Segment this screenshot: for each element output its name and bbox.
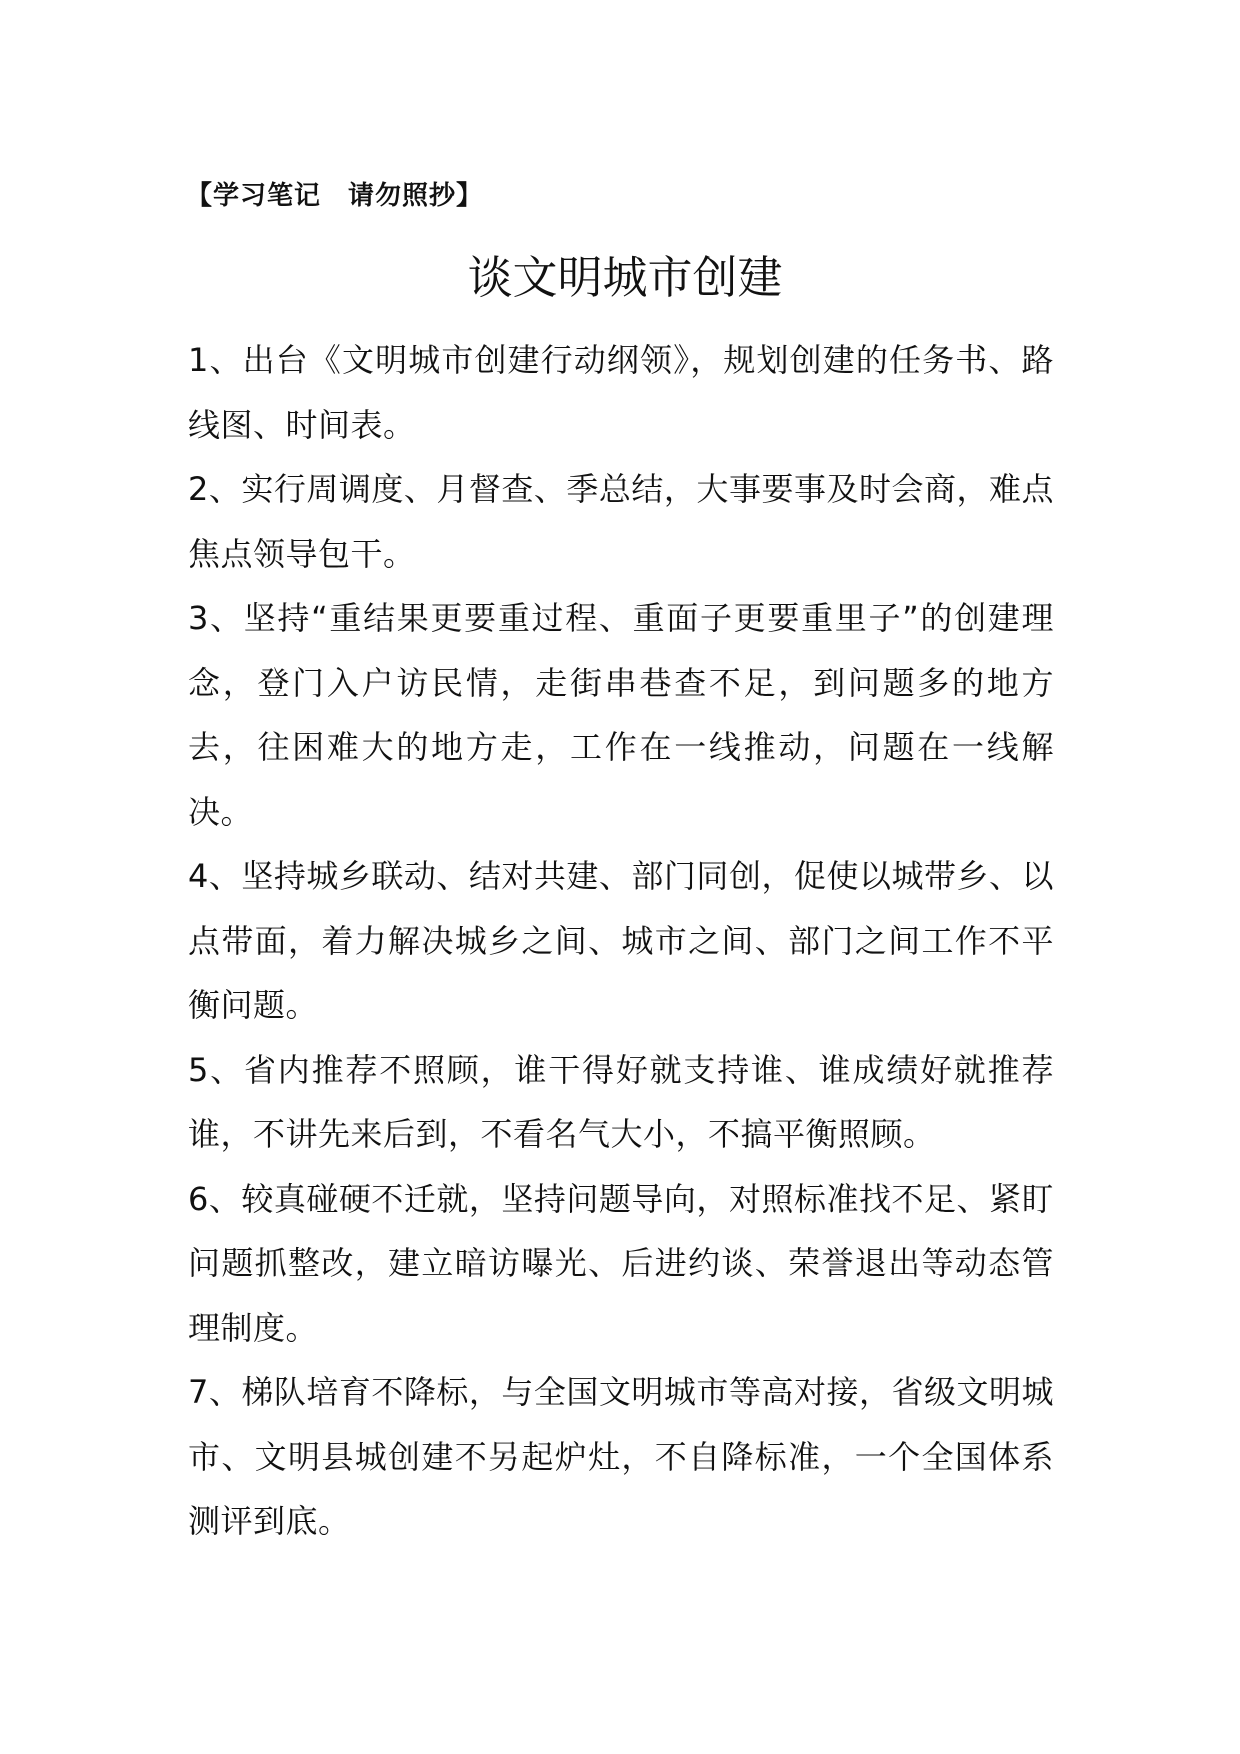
list-item: 3、坚持“重结果更要重过程、重面子更要重里子”的创建理念，登门入户访民情，走街串巷查不足，到问题多的地方去，往困难大的地方走，工作在一线推动，问题在一线解决。: [188, 599, 1054, 831]
item-list: [188, 328, 1054, 1554]
list-item: 1、出台《文明城市创建行动纲领》，规划创建的任务书、路线图、时间表。: [188, 341, 1054, 444]
list-item: 2、实行周调度、月督查、季总结，大事要事及时会商，难点焦点领导包干。: [188, 470, 1054, 573]
list-item: 7、梯队培育不降标，与全国文明城市等高对接，省级文明城市、文明县城创建不另起炉灶，不自降标准，一个全国体系测评到底。: [188, 1373, 1054, 1540]
study-note-label: 【学习笔记 请勿照抄】: [186, 181, 484, 211]
list-item: 6、较真碰硬不迁就，坚持问题导向，对照标准找不足、紧盯问题抓整改，建立暗访曝光、后进约谈、荣誉退出等动态管理制度。: [188, 1179, 1054, 1347]
list-item: 5、省内推荐不照顾，谁干得好就支持谁、谁成绩好就推荐谁，不讲先来后到，不看名气大小，不搞平衡照顾。: [188, 1050, 1054, 1153]
document-title: 谈文明城市创建: [467, 251, 783, 304]
list-item: 4、坚持城乡联动、结对共建、部门同创，促使以城带乡、以点带面，着力解决城乡之间、城市之间、部门之间工作不平衡问题。: [188, 857, 1054, 1024]
